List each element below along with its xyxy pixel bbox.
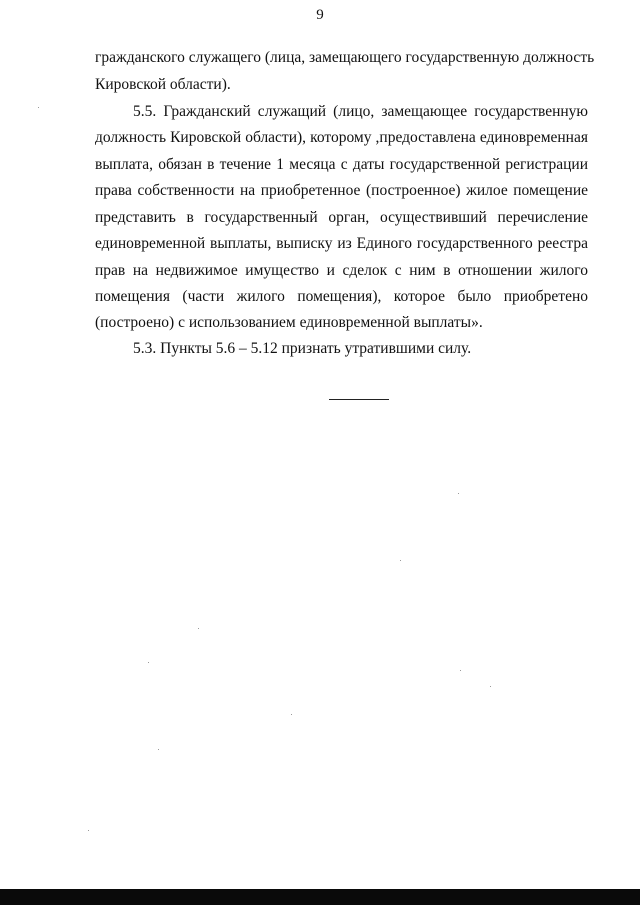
text-line: гражданского служащего (лица, замещающего государственную должность [95, 49, 595, 66]
text-line: прав на недвижимое имущество и сделок с ним в отношении жилого [95, 262, 588, 279]
text-line: выплата, обязан в течение 1 месяца с даты государственной регистрации [95, 156, 588, 173]
text-line: должность Кировской области), которому ,предоставлена единовременная [95, 129, 588, 146]
scan-speck [148, 662, 149, 663]
scan-speck [458, 493, 459, 494]
page-number: 9 [316, 7, 324, 23]
text-line: права собственности на приобретенное (построенное) жилое помещение [95, 182, 588, 199]
scan-speck [460, 670, 461, 671]
end-of-text-rule [329, 399, 389, 400]
scan-speck [291, 714, 292, 715]
scan-speck [198, 628, 199, 629]
paragraph-5-3: 5.3. Пункты 5.6 – 5.12 признать утратившими силу. [133, 340, 472, 357]
text-line: представить в государственный орган, осуществивший перечисление [95, 209, 588, 226]
scan-speck [490, 686, 491, 687]
scan-speck [158, 749, 159, 750]
scan-speck [400, 560, 401, 561]
text-line: единовременной выплаты, выписку из Единого государственного реестра [95, 235, 588, 252]
text-line: помещения (части жилого помещения), которое было приобретено [95, 288, 588, 305]
scan-bottom-edge [0, 889, 640, 905]
text-line: (построено) с использованием единовременной выплаты». [95, 314, 483, 331]
scan-speck [88, 830, 89, 831]
paragraph-5-5-start: 5.5. Гражданский служащий (лицо, замещающее государственную [133, 103, 588, 120]
scan-speck [38, 107, 39, 108]
text-line: Кировской области). [95, 76, 231, 93]
